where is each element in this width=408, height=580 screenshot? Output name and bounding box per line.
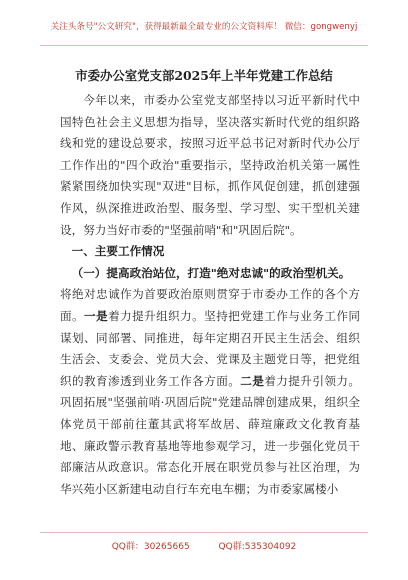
document-body: [60, 90, 360, 500]
para-middle: 着力提升组织力。坚持把党建工作与业务工作同谋划、同部署、同推进，每年定期召开民主生活会、组织生活会、支委会、党员大会、党课及主题党日等，把党组织的教育渗透到业务工作各方面。: [60, 308, 360, 388]
footer-divider: [40, 532, 368, 533]
intro-paragraph: 今年以来，市委办公室党支部坚持以习近平新时代中国特色社会主义思想为指导，坚决落实新时代党的组织路线和党的建设总要求，按照习近平总书记对新时代办公厅工作作出的"四个政治"重要指示，坚持政治机关第一属性紧紧围绕加快实现"双进"目标，抓作风促创建，抓创建强作风，纵深推进政治型、服务型、学习型、实干型机关建设，努力当好市委的"坚强前哨"和"巩固后院"。: [60, 93, 360, 237]
header-banner: 关注头条号"公文研究"，获得最新最全最专业的公文资料库！ 微信：gongwenyj: [50, 22, 358, 32]
section-heading: 一、主要工作情况: [71, 244, 165, 259]
document-title: 市委办公室党支部2025年上半年党建工作总结: [75, 68, 333, 83]
subsection-heading: （一）提高政治站位，打造"绝对忠诚"的政治型机关。: [71, 265, 351, 280]
lead-phrase-2: 二是: [240, 373, 265, 388]
para-end: 着力提升引领力。巩固拓展"坚强前哨·巩固后院"党建品牌创建成果，组织全体党员干部前往董其武将军故居、薛瑄廉政文化教育基地、廉政警示教育基地等地参观学习，进一步强化党员干部廉洁从政意识。常态化开展在职党员参与社区治理，为华兴苑小区新建电动自行车充电车棚；为市委家属楼小: [60, 373, 360, 496]
footer-qq-group-2: QQ群:535304092: [218, 542, 297, 552]
header-divider: [40, 45, 368, 46]
content-paragraph: [60, 284, 360, 500]
para-start: 将绝对忠诚作为首要政治原则贯穿于市委办工作的各个方面。: [60, 287, 360, 323]
lead-phrase-1: 一是: [84, 308, 109, 323]
footer-qq-group-1: QQ群：30265665: [111, 542, 190, 552]
footer-contacts: [0, 539, 408, 552]
